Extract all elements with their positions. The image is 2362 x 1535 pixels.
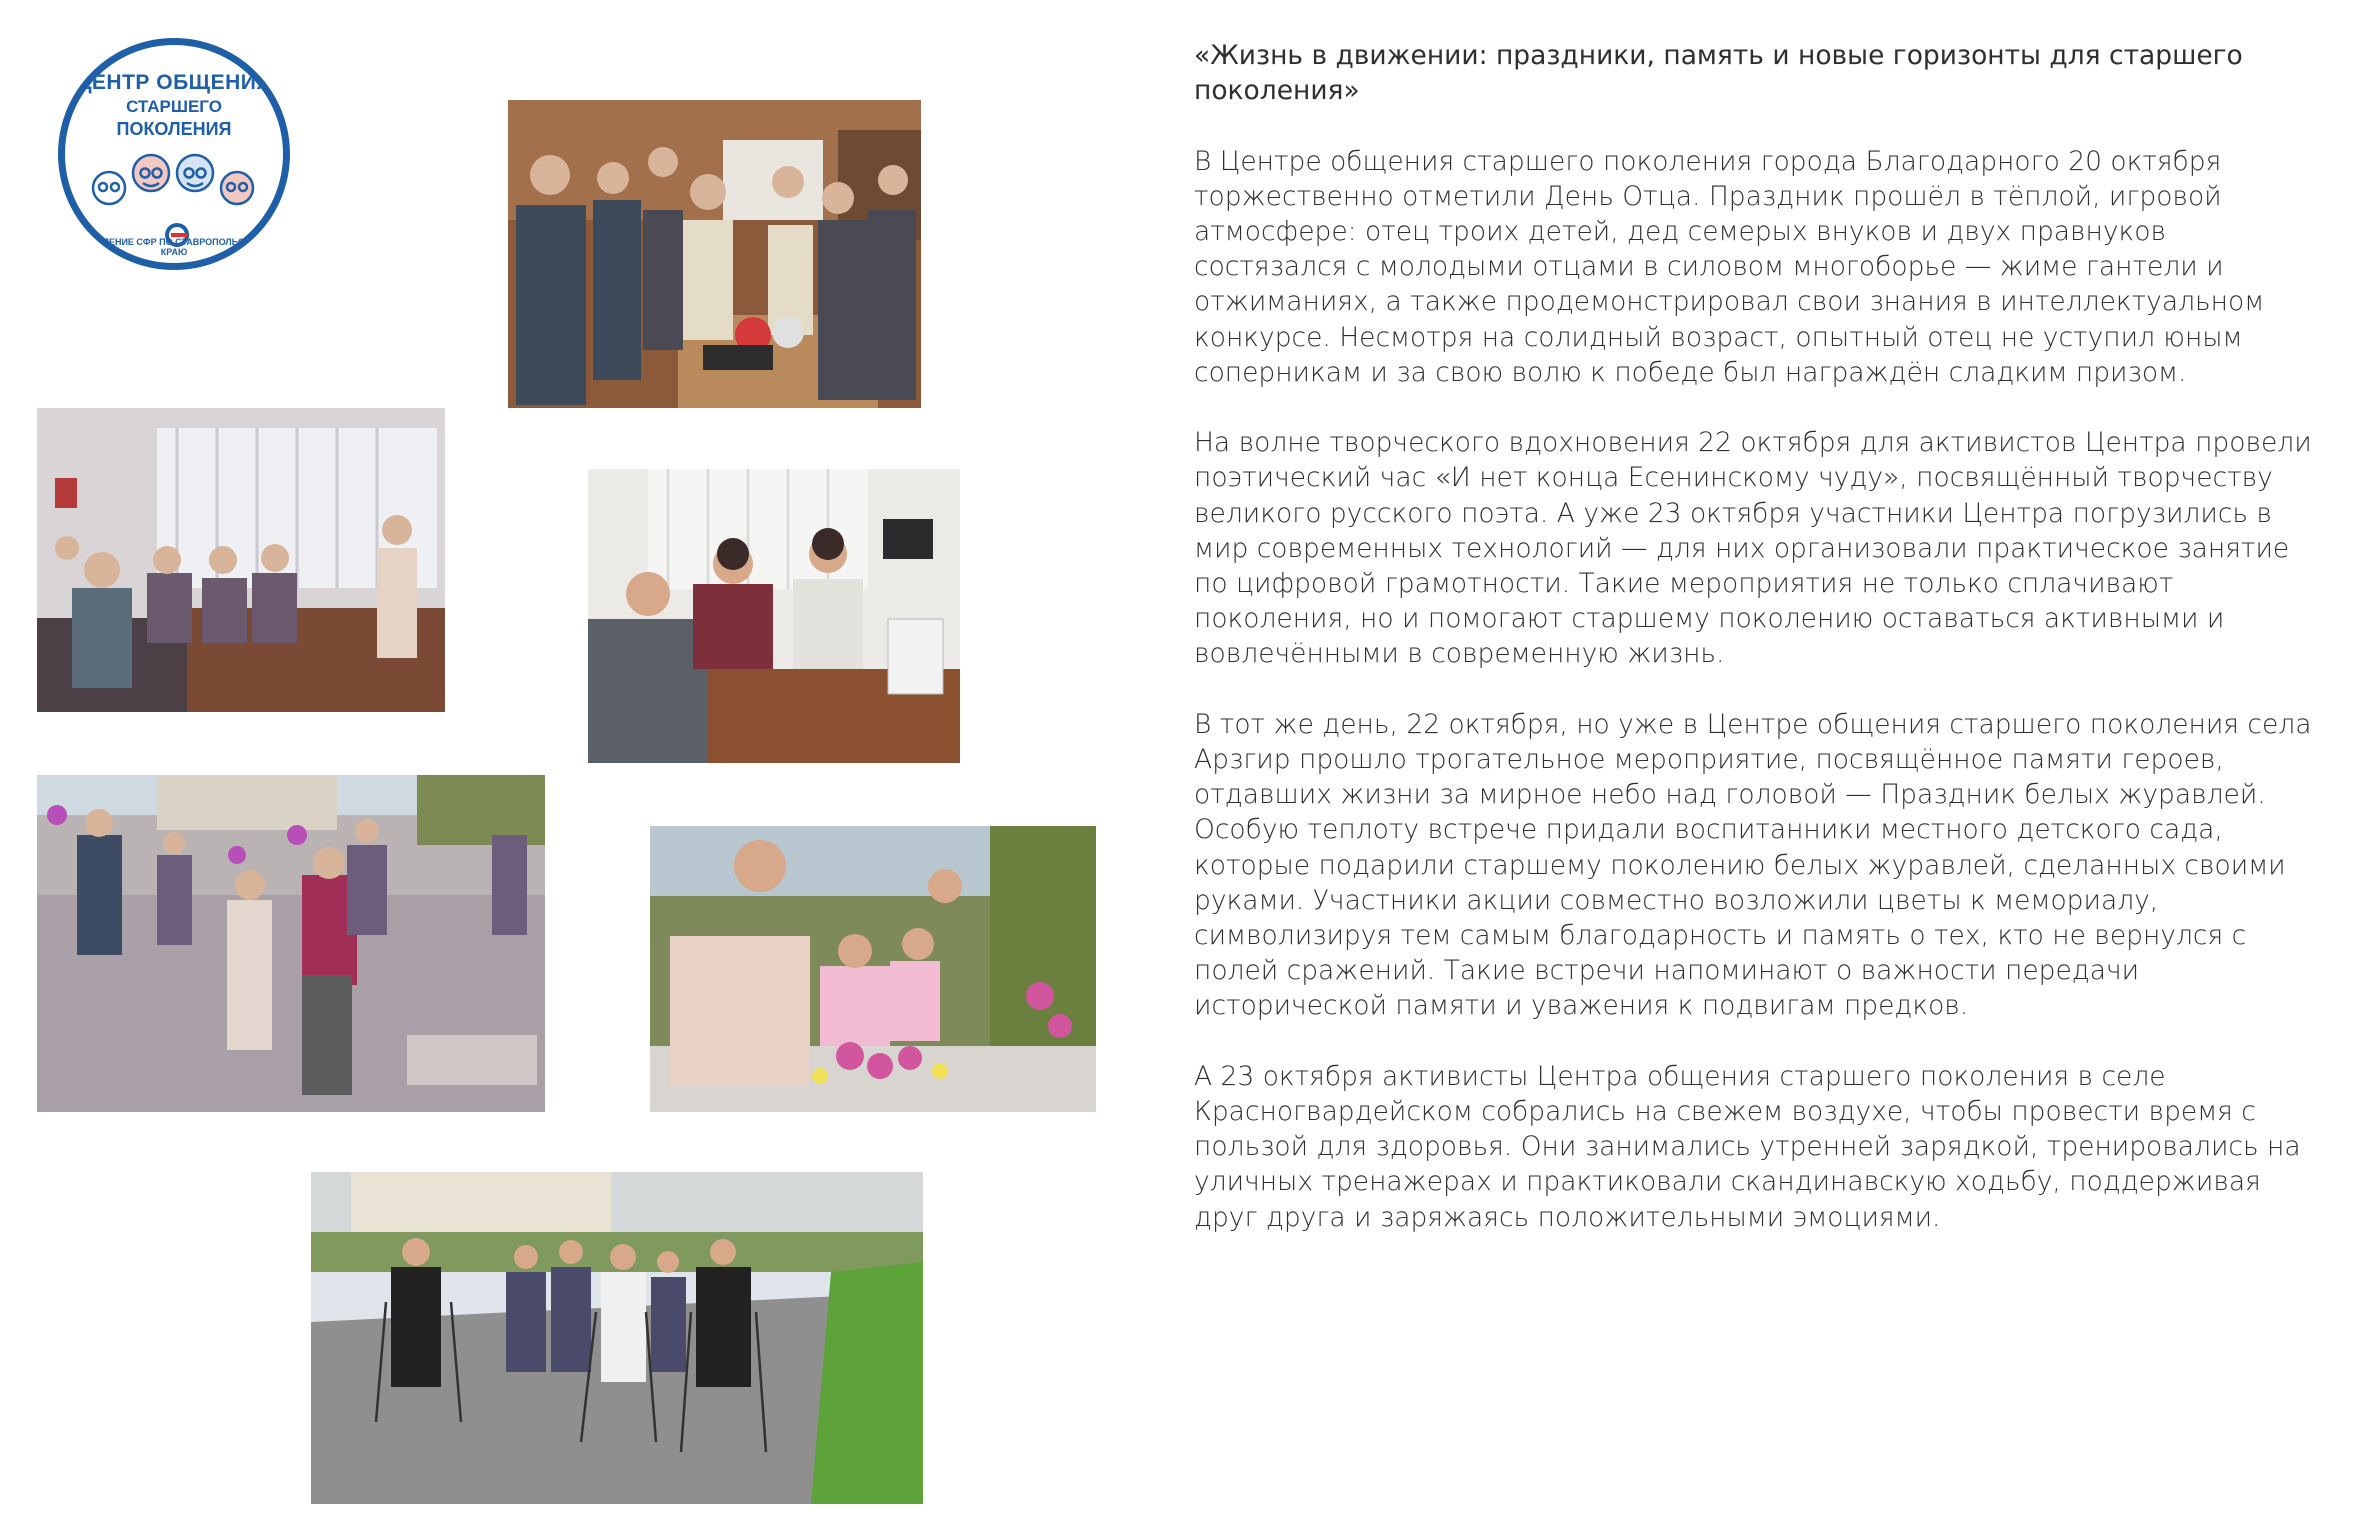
- article-title: «Жизнь в движении: праздники, память и новые горизонты для старшего поколения»: [1194, 40, 2243, 107]
- elderly-faces-icon: [79, 143, 269, 223]
- logo-caption: ОТДЕЛЕНИЕ СФР ПО СТАВРОПОЛЬСКОМУ КРАЮ: [77, 237, 271, 257]
- logo-title-line3: ПОКОЛЕНИЯ: [116, 119, 232, 139]
- photo-fathers-day-group: [508, 100, 921, 408]
- logo-title-line2: СТАРШЕГО: [126, 97, 222, 116]
- article-paragraph: В тот же день, 22 октября, но уже в Центре общения старшего поколения села Арзгир прошло трогательное мероприятие, посвящённое памяти героев, отдавших жизни за мирное небо над головой — Праздник белых журавлей. Особую теплоту встрече придали воспитанники местного детского сада, которые подарили старшему поколению белых журавлей, сделанных своими руками. Участники акции совместно возложили цветы к мемориалу, символизируя тем самым благодарность и память о тех, кто не вернулся с полей сражений. Такие встречи напоминают о важности передачи исторической памяти и уважения к подвигам предков.: [1194, 708, 2312, 1022]
- photo-poetry-hour: [37, 408, 445, 712]
- photo-white-cranes-procession: [37, 775, 545, 1112]
- logo-title-line1: ЦЕНТР ОБЩЕНИЯ: [76, 71, 272, 94]
- photo-nordic-walking: [311, 1172, 923, 1504]
- article-paragraph: На волне творческого вдохновения 22 октября для активистов Центра провели поэтический час «И нет конца Есенинскому чуду», посвящённый творчеству великого русского поэта. А уже 23 октября участники Центра погрузились в мир современных технологий — для них организовали практическое занятие по цифровой грамотности. Такие мероприятия не только сплачивают поколения, но и помогают старшему поколению оставаться активными и вовлечёнными в современную жизнь.: [1194, 427, 2312, 670]
- photo-digital-literacy: [588, 469, 960, 763]
- center-logo: [58, 38, 290, 270]
- article-paragraph: А 23 октября активисты Центра общения старшего поколения в селе Красногвардейском собрались на свежем воздухе, чтобы провести время с пользой для здоровья. Они занимались утренней зарядкой, тренировались на уличных тренажерах и практиковали скандинавскую ходьбу, поддерживая друг друга и заряжаясь положительными эмоциями.: [1194, 1060, 2301, 1233]
- article: [1194, 38, 2324, 1270]
- article-paragraph: В Центре общения старшего поколения города Благодарного 20 октября торжественно отметили День Отца. Праздник прошёл в тёплой, игровой атмосфере: отец троих детей, дед семерых внуков и двух правнуков состязался с молодыми отцами в силовом многоборье — жиме гантели и отжиманиях, а также продемонстрировал свои знания в интеллектуальном конкурсе. Несмотря на солидный возраст, опытный отец не уступил юным соперникам и за свою волю к победе был награждён сладким призом.: [1194, 145, 2265, 388]
- photo-memorial-flowers: [650, 826, 1096, 1112]
